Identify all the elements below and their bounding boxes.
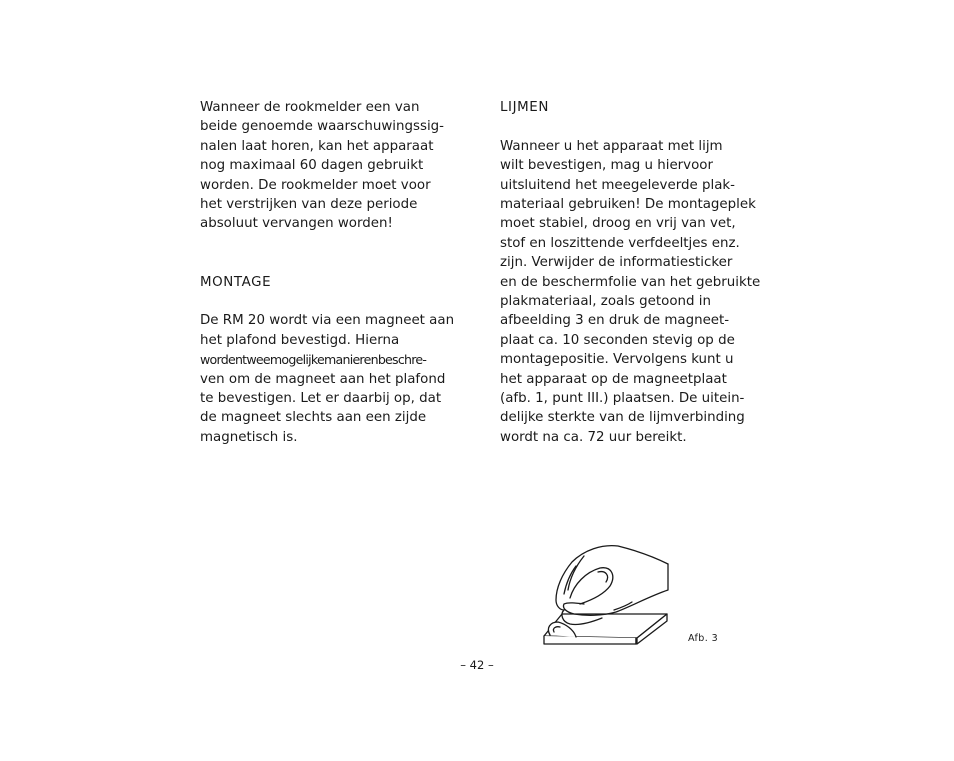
montage-paragraph <box>200 311 462 447</box>
hand-peeling-adhesive-pad-icon <box>540 542 675 650</box>
left-column <box>200 98 462 447</box>
text-line: stof en loszittende verfdeeltjes enz. <box>500 235 740 251</box>
text-line: het apparaat op de magneetplaat <box>500 371 727 387</box>
text-line: materiaal gebruiken! De montageplek <box>500 197 756 213</box>
text-line: magnetisch is. <box>200 429 298 445</box>
text-line: zijn. Verwijder de informatiesticker <box>500 255 733 271</box>
page-number: – 42 – <box>460 658 494 672</box>
text-line: uitsluitend het meegeleverde plak- <box>500 177 735 193</box>
text-line: (afb. 1, punt III.) plaatsen. De uitein- <box>500 391 745 407</box>
text-line: plaat ca. 10 seconden stevig op de <box>500 332 735 348</box>
text-line: te bevestigen. Let er daarbij op, dat <box>200 391 442 407</box>
text-line: De RM 20 wordt via een magneet aan <box>200 313 455 329</box>
text-line: wilt bevestigen, mag u hiervoor <box>500 158 714 174</box>
figure-caption: Afb. 3 <box>688 633 719 644</box>
text-line: wordentweemogelijkemanierenbeschre- <box>200 352 427 368</box>
text-line: plakmateriaal, zoals getoond in <box>500 294 711 310</box>
spacer <box>200 292 462 311</box>
text-line: worden. De rookmelder moet voor <box>200 177 431 193</box>
lijmen-heading: LIJMEN <box>500 100 549 115</box>
text-line: nog maximaal 60 dagen gebruikt <box>200 158 424 174</box>
text-line: montagepositie. Vervolgens kunt u <box>500 352 734 368</box>
text-line: nalen laat horen, kan het apparaat <box>200 138 434 154</box>
text-line: Wanneer u het apparaat met lijm <box>500 138 723 154</box>
text-line: afbeelding 3 en druk de magneet- <box>500 313 730 329</box>
spacer <box>200 234 462 253</box>
text-line: en de beschermfolie van het gebruikte <box>500 274 761 290</box>
text-line: absoluut vervangen worden! <box>200 216 393 232</box>
text-line: moet stabiel, droog en vrij van vet, <box>500 216 736 232</box>
text-line: het plafond bevestigd. Hierna <box>200 332 400 348</box>
text-line: ven om de magneet aan het plafond <box>200 371 446 387</box>
text-line: het verstrijken van deze periode <box>200 197 418 213</box>
lijmen-paragraph <box>500 137 762 448</box>
text-line: de magneet slechts aan een zijde <box>200 410 427 426</box>
spacer <box>500 117 762 136</box>
intro-paragraph <box>200 98 462 234</box>
spacer <box>200 253 462 272</box>
text-line: Wanneer de rookmelder een van <box>200 100 420 115</box>
text-line: beide genoemde waarschuwingssig- <box>200 119 444 135</box>
text-line: wordt na ca. 72 uur bereikt. <box>500 429 687 445</box>
montage-heading: MONTAGE <box>200 274 272 290</box>
text-line: delijke sterkte van de lijmverbinding <box>500 410 745 426</box>
right-column <box>500 98 762 447</box>
